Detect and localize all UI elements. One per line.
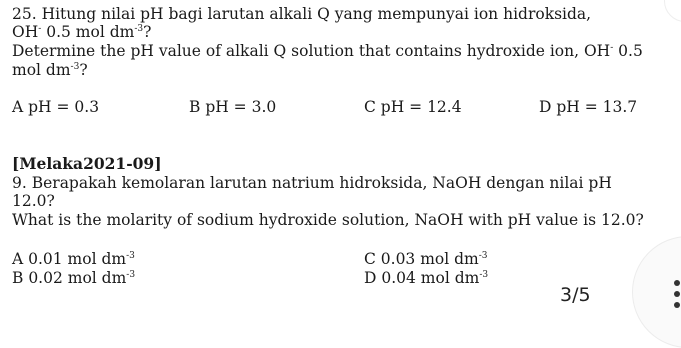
q9-malay-line2: 12.0? (12, 192, 55, 210)
q25-concentration: 0.5 mol dm (41, 23, 135, 41)
q25-unit-exponent: -3 (134, 24, 144, 34)
q25-question-mark: ? (143, 23, 152, 41)
q9-malay-line1: 9. Berapakah kemolaran larutan natrium hidroksida, NaOH dengan nilai pH (12, 174, 612, 192)
q9-option-b-text: B 0.02 mol dm (12, 269, 127, 287)
corner-decoration (664, 0, 681, 22)
q9-option-c[interactable] (364, 250, 488, 271)
q25-option-d[interactable]: D pH = 13.7 (539, 98, 638, 116)
page-indicator: 3/5 (560, 284, 591, 306)
q25-english-line2 (12, 61, 88, 82)
q9-option-a-exponent: -3 (126, 251, 135, 261)
q9-english-line: What is the molarity of sodium hydroxide solution, NaOH with pH value is 12.0? (12, 211, 644, 229)
kebab-dot (674, 291, 680, 297)
q25-english-unit: mol dm (12, 61, 71, 79)
q9-option-a[interactable] (12, 250, 135, 271)
q9-option-d-exponent: -3 (479, 270, 489, 280)
q25-ion-charge: - (38, 24, 42, 34)
q9-option-c-text: C 0.03 mol dm (364, 250, 479, 268)
q25-english-unit-exponent: -3 (70, 62, 80, 72)
q9-source-tag: [Melaka2021-09] (12, 154, 162, 173)
q25-english-line1 (12, 42, 643, 63)
q9-option-d[interactable] (364, 269, 488, 290)
q25-english-question-mark: ? (79, 61, 88, 79)
q25-option-b[interactable]: B pH = 3.0 (189, 98, 277, 116)
q25-english-ion-charge: - (610, 43, 614, 53)
q9-option-c-exponent: -3 (478, 251, 488, 261)
q9-option-a-text: A 0.01 mol dm (12, 250, 127, 268)
kebab-dot (674, 280, 680, 286)
q9-option-d-text: D 0.04 mol dm (364, 269, 480, 287)
kebab-dot (674, 302, 680, 308)
q25-malay-line2 (12, 23, 151, 44)
q25-ion: OH (12, 23, 39, 41)
q25-option-c[interactable]: C pH = 12.4 (364, 98, 462, 116)
q25-option-a[interactable]: A pH = 0.3 (12, 98, 100, 116)
q25-malay-line1: 25. Hitung nilai pH bagi larutan alkali Q yang mempunyai ion hidroksida, (12, 5, 592, 23)
q9-option-b[interactable] (12, 269, 135, 290)
q25-english-text: Determine the pH value of alkali Q solution that contains hydroxide ion, OH (12, 42, 611, 60)
kebab-menu-icon[interactable] (674, 280, 681, 313)
q9-option-b-exponent: -3 (126, 270, 136, 280)
q25-english-concentration: 0.5 (613, 42, 643, 60)
